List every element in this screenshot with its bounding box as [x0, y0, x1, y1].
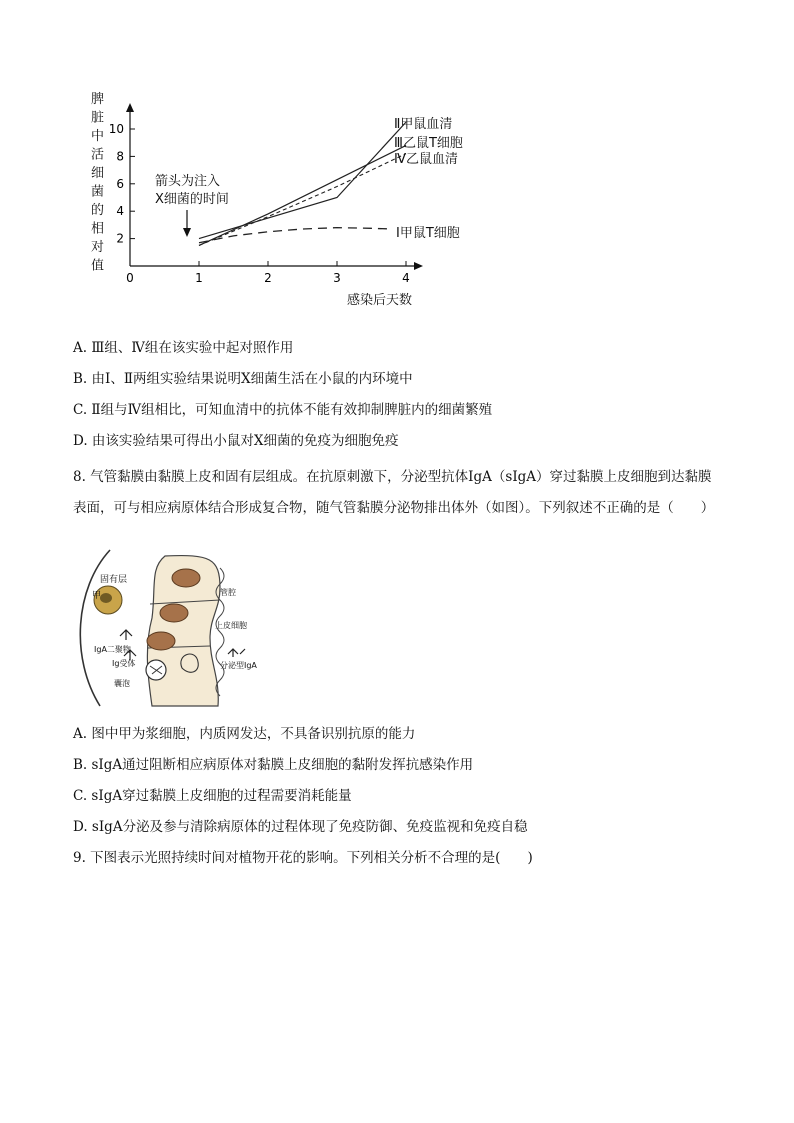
- series-II-line: [199, 122, 406, 238]
- q8-option-b: B. sIgA通过阻断相应病原体对黏膜上皮细胞的黏附发挥抗感染作用: [73, 757, 474, 773]
- x-tick-label: 2: [264, 271, 272, 285]
- arrow-note-line1: 箭头为注入: [155, 174, 221, 189]
- q7-option-c: C. Ⅱ组与Ⅳ组相比，可知血清中的抗体不能有效抑制脾脏内的细菌繁殖: [73, 402, 493, 418]
- series-label-III: Ⅲ乙鼠T细胞: [394, 136, 463, 151]
- label-lamina: 固有层: [100, 575, 128, 585]
- plasma-cell-nucleus: [100, 593, 112, 603]
- q7-option-d: D. 由该实验结果可得出小鼠对X细菌的免疫为细胞免疫: [73, 433, 399, 449]
- q9-stem: 9. 下图表示光照持续时间对植物开花的影响。下列相关分析不合理的是( ): [73, 850, 533, 866]
- y-tick-label: 4: [116, 204, 124, 219]
- mucosa-boundary: [80, 550, 110, 706]
- series-III-line: [199, 145, 406, 245]
- y-tick-label: 2: [116, 231, 124, 246]
- x-tick-label: 0: [126, 271, 134, 285]
- series-label-I: Ⅰ甲鼠T细胞: [396, 226, 460, 241]
- q7-option-b: B. 由Ⅰ、Ⅱ两组实验结果说明X细菌生活在小鼠的内环境中: [73, 371, 413, 387]
- x-tick-label: 3: [333, 271, 341, 285]
- q8-option-d: D. sIgA分泌及参与清除病原体的过程体现了免疫防御、免疫监视和免疫自稳: [73, 819, 528, 835]
- mucosa-figure: [70, 548, 270, 708]
- y-tick-label: 10: [108, 122, 124, 136]
- y-tick-label: 8: [116, 149, 124, 164]
- injection-arrowhead: [183, 228, 191, 237]
- iga-dimer-glyph: [120, 630, 132, 640]
- label-vesicle: 囊泡: [114, 679, 130, 688]
- x-tick-label: 4: [402, 271, 410, 285]
- q8-stem: 8. 气管黏膜由黏膜上皮和固有层组成。在抗原刺激下，分泌型抗体IgA（sIgA）穿过黏膜上皮细胞到达黏膜表面，可与相应病原体结合形成复合物，随气管黏膜分泌物排出体外（如图）。下列叙述不正确的是（ ）: [73, 469, 715, 516]
- series-label-IV: Ⅳ乙鼠血清: [394, 152, 458, 167]
- cell-nucleus: [147, 632, 175, 650]
- label-siga: 分泌型IgA: [220, 661, 257, 670]
- x-axis-arrowhead: [414, 262, 423, 270]
- cell-nucleus: [160, 604, 188, 622]
- y-tick-label: 6: [116, 176, 124, 191]
- arrow-note-line2: X细菌的时间: [155, 192, 229, 207]
- label-lumen: 管腔: [220, 588, 236, 597]
- label-jia: 甲: [92, 591, 102, 601]
- label-epithelial: 上皮细胞: [215, 621, 247, 630]
- bacteria-line-chart: [85, 85, 505, 310]
- series-label-II: Ⅱ甲鼠血清: [394, 117, 453, 132]
- siga-glyph: [228, 649, 245, 657]
- q7-option-a: A. Ⅲ组、Ⅳ组在该实验中起对照作用: [73, 340, 294, 356]
- q8-option-a: A. 图中甲为浆细胞，内质网发达，不具备识别抗原的能力: [73, 726, 416, 742]
- x-axis-label: 感染后天数: [347, 293, 413, 308]
- x-tick-label: 1: [195, 271, 203, 285]
- label-iga-dimer: IgA二聚物: [94, 645, 131, 654]
- label-receptor: Ig受体: [112, 659, 136, 668]
- y-axis-label: 脾脏中活细菌的相对值: [91, 92, 105, 274]
- cell-nucleus: [172, 569, 200, 587]
- q8-option-c: C. sIgA穿过黏膜上皮细胞的过程需要消耗能量: [73, 788, 352, 804]
- y-axis-arrowhead: [126, 103, 134, 112]
